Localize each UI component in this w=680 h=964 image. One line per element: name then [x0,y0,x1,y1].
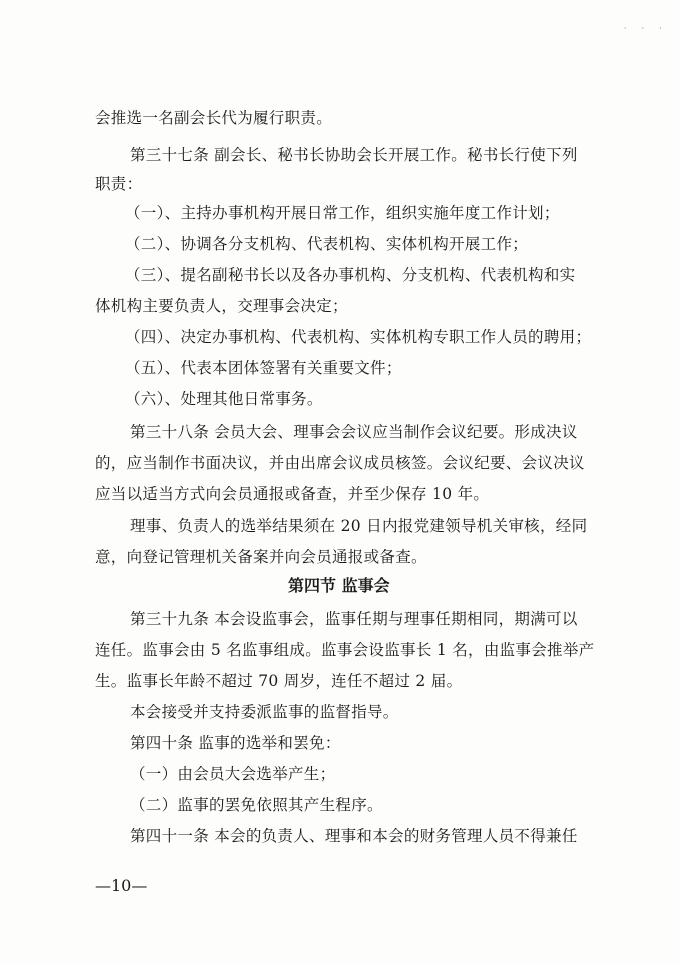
text-line: 应当以适当方式向会员通报或备查，并至少保存 10 年。 [95,485,490,503]
text-line: 会推选一名副会长代为履行职责。 [95,109,333,127]
list-item: （五）、代表本团体签署有关重要文件； [125,359,402,377]
article-40-line: 第四十条 监事的选举和罢免： [130,734,341,752]
article-37-line: 第三十七条 副会长、秘书长协助会长开展工作。秘书长行使下列 [130,146,578,164]
list-item: （二）监事的罢免依照其产生程序。 [130,796,383,814]
article-39-line: 第三十九条 本会设监事会，监事任期与理事任期相同，期满可以 [130,610,578,628]
text-line: 本会接受并支持委派监事的监督指导。 [130,703,399,721]
article-38-line: 第三十八条 会员大会、理事会会议应当制作会议纪要。形成决议 [130,423,578,441]
scan-marks: · · · [623,24,668,34]
list-item: （一）由会员大会选举产生； [130,765,336,783]
text-line: 的，应当制作书面决议，并由出席会议成员核签。会议纪要、会议决议 [95,454,585,472]
text-line: 连任。监事会由 5 名监事组成。监事会设监事长 1 名，由监事会推举产 [95,641,595,659]
article-41-line: 第四十一条 本会的负责人、理事和本会的财务管理人员不得兼任 [130,827,578,845]
list-item: （六）、处理其他日常事务。 [125,390,323,408]
list-item: （四）、决定办事机构、代表机构、实体机构专职工作人员的聘用； [125,328,592,346]
list-item: （二）、协调各分支机构、代表机构、实体机构开展工作； [125,235,529,253]
section-heading: 第四节 监事会 [288,576,390,595]
text-line: 理事、负责人的选举结果须在 20 日内报党建领导机关审核，经同 [130,517,588,535]
page-number: —10— [95,876,148,895]
text-line: 生。监事长年龄不超过 70 周岁，连任不超过 2 届。 [95,672,463,690]
text-line: 体机构主要负责人，交理事会决定； [95,297,348,315]
text-line: 意，向登记管理机关备案并向会员通报或备查。 [95,548,427,566]
text-line: 职责： [95,175,143,193]
list-item: （一）、主持办事机构开展日常工作，组织实施年度工作计划； [125,204,560,222]
list-item: （三）、提名副秘书长以及各办事机构、分支机构、代表机构和实 [125,266,576,284]
